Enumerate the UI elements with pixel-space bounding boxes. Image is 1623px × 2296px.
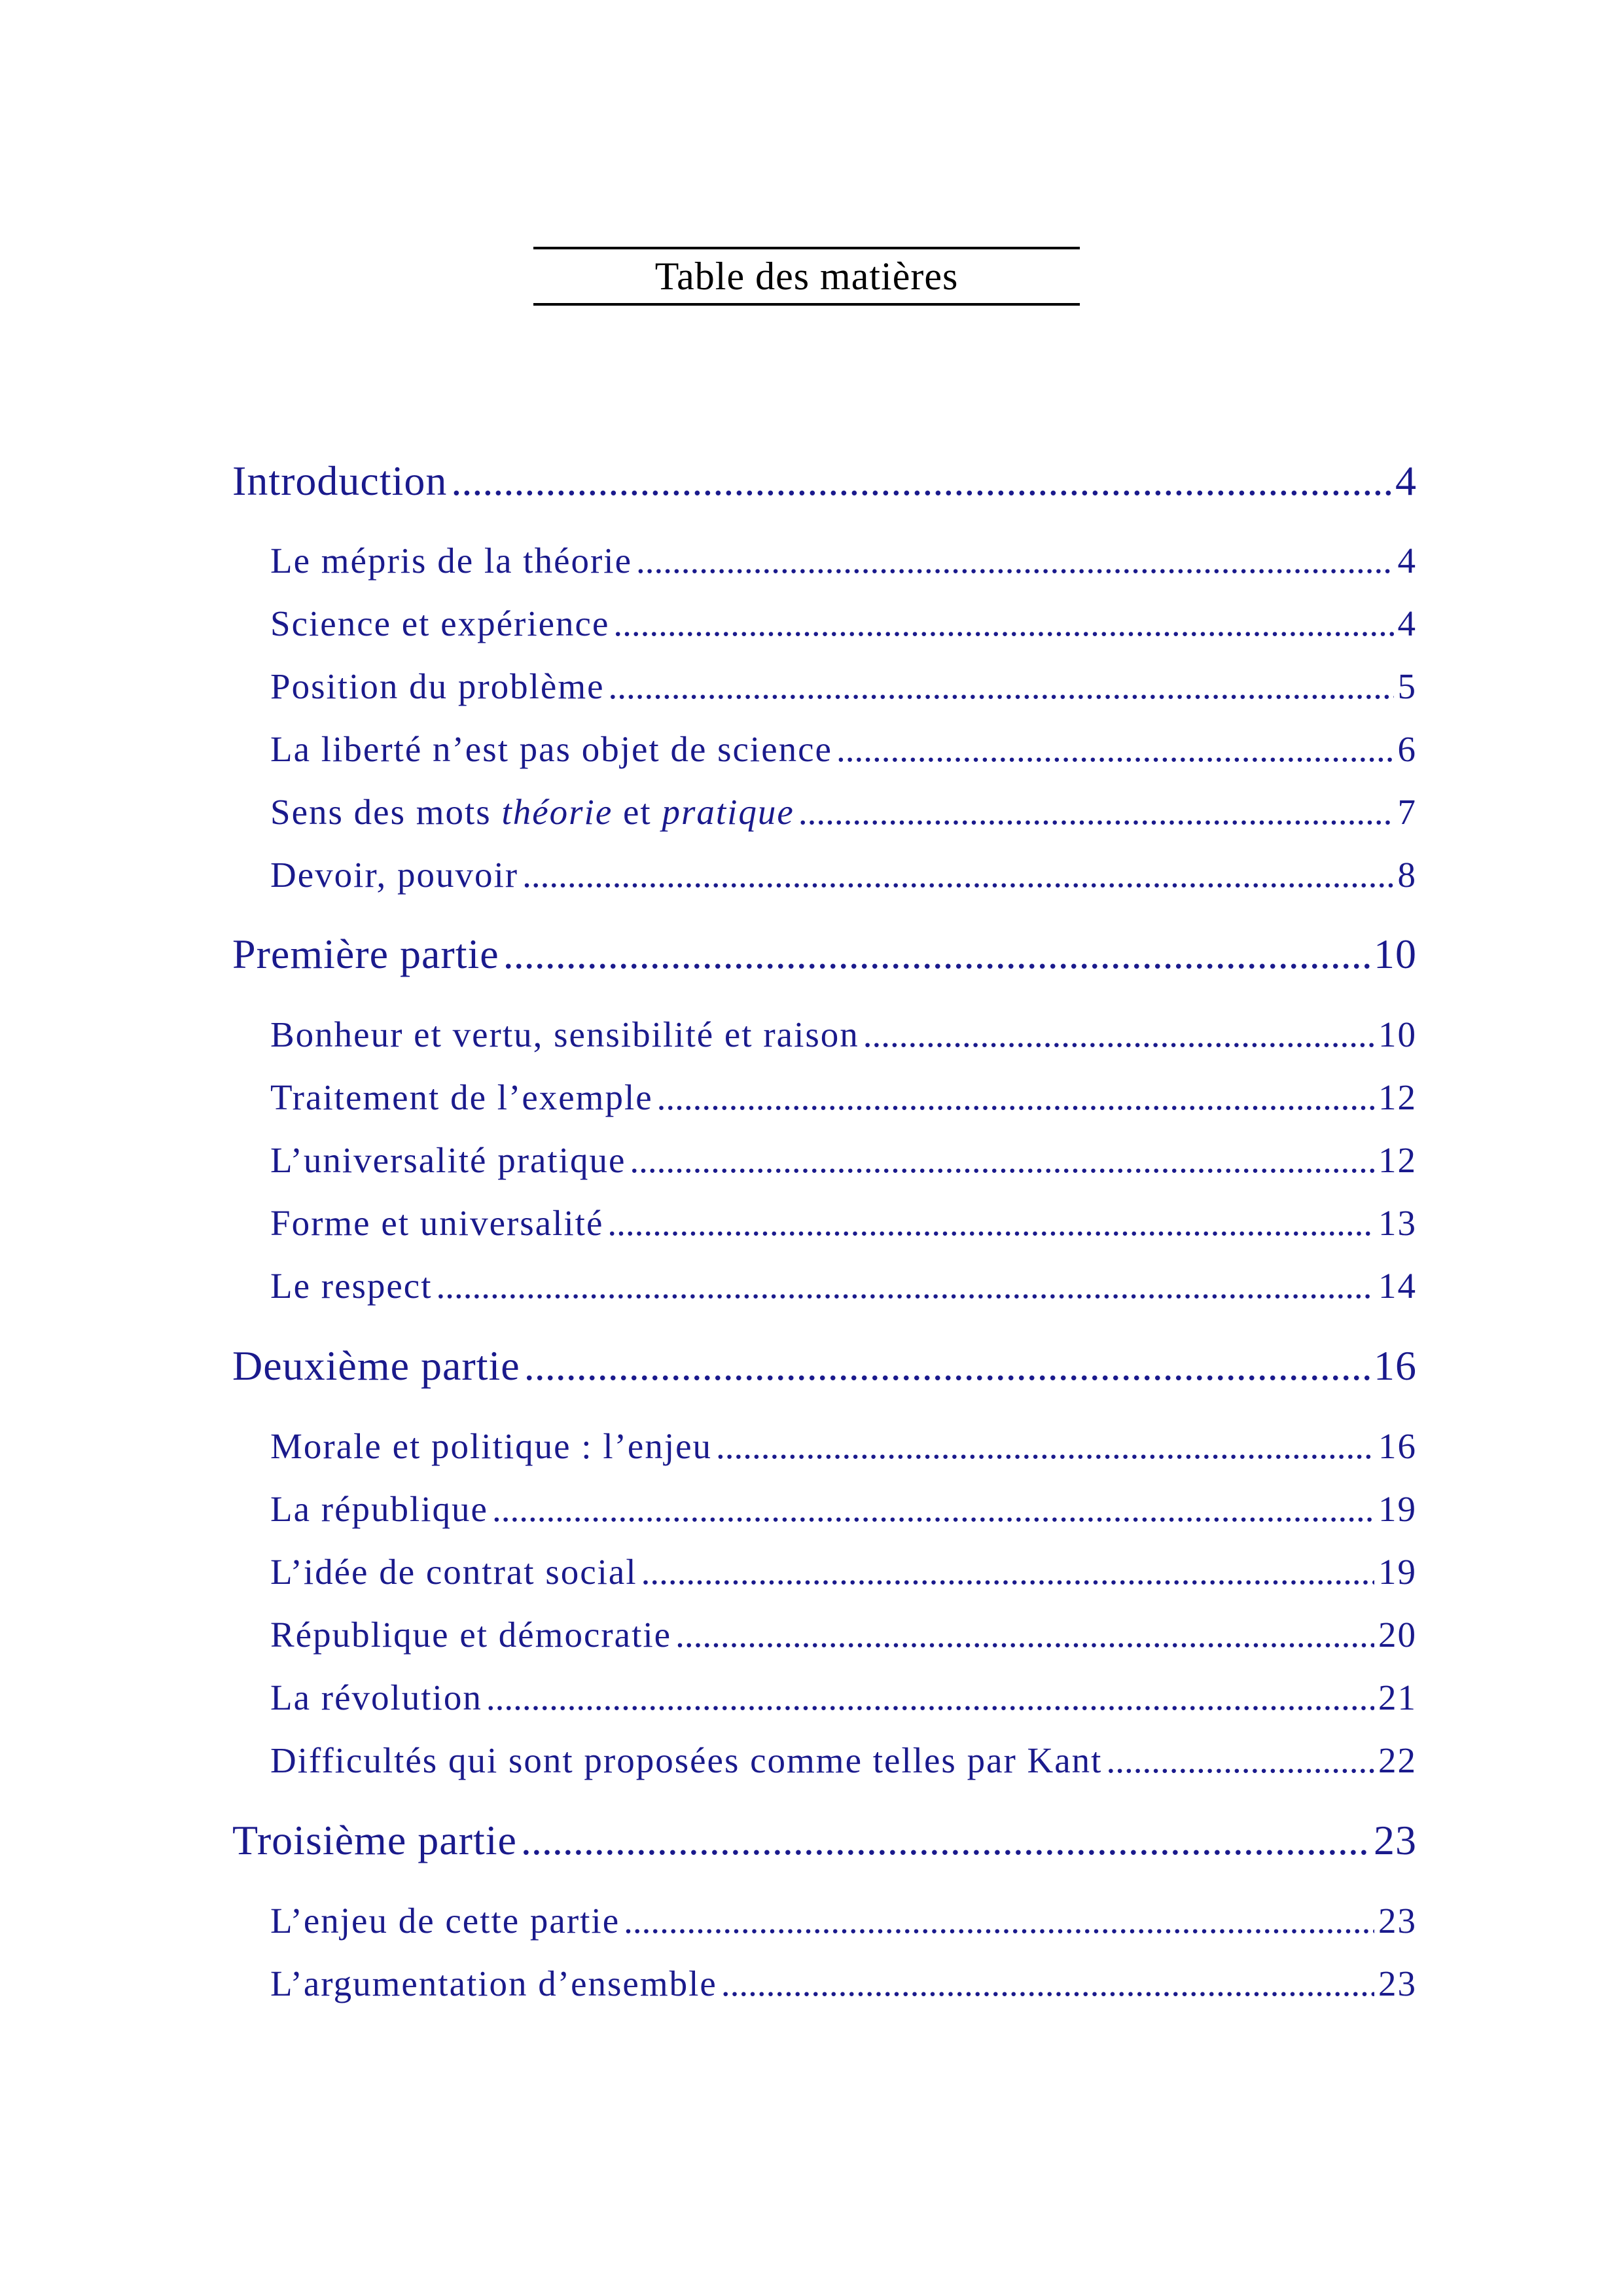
dot-leader bbox=[503, 930, 1370, 978]
toc-entry-argumentation-ensemble[interactable] bbox=[270, 1963, 1417, 2004]
dot-leader bbox=[609, 666, 1394, 707]
toc-entry-contrat-social[interactable] bbox=[270, 1551, 1417, 1592]
dot-leader bbox=[675, 1614, 1374, 1655]
dot-leader bbox=[798, 791, 1394, 833]
dot-leader bbox=[721, 1963, 1374, 2004]
toc-entry-label: L’argumentation d’ensemble bbox=[270, 1964, 717, 2003]
toc-entry-label: La révolution bbox=[270, 1677, 482, 1717]
dot-leader bbox=[641, 1551, 1374, 1592]
toc-entry-label: Morale et politique : l’enjeu bbox=[270, 1426, 713, 1466]
toc-entry-label: Traitement de l’exemple bbox=[270, 1077, 653, 1117]
toc-entry-page: 23 bbox=[1374, 1817, 1417, 1863]
toc-entry-page: 10 bbox=[1378, 1014, 1417, 1054]
dot-leader bbox=[451, 457, 1391, 505]
toc-entry-page: 8 bbox=[1397, 855, 1417, 895]
toc-entry-forme-universalite[interactable] bbox=[270, 1202, 1417, 1244]
toc-entry-sens-des-mots[interactable] bbox=[270, 791, 1417, 833]
dot-leader bbox=[630, 1139, 1374, 1181]
dot-leader bbox=[492, 1488, 1374, 1530]
toc-entry-page: 16 bbox=[1378, 1426, 1417, 1466]
label-part: Sens des mots bbox=[270, 792, 502, 832]
toc-entry-label: Le mépris de la théorie bbox=[270, 541, 633, 581]
toc-entry-revolution[interactable] bbox=[270, 1677, 1417, 1718]
dot-leader bbox=[521, 1816, 1370, 1865]
toc-entry-traitement-exemple[interactable] bbox=[270, 1077, 1417, 1118]
toc-entry-label: Position du problème bbox=[270, 666, 605, 706]
toc-entry-enjeu-partie[interactable] bbox=[270, 1900, 1417, 1941]
dot-leader bbox=[486, 1677, 1374, 1718]
toc-entry-page: 19 bbox=[1378, 1489, 1417, 1529]
toc-entry-page: 6 bbox=[1397, 729, 1417, 769]
toc-entry-label: L’idée de contrat social bbox=[270, 1552, 637, 1592]
toc-entry-label: Première partie bbox=[232, 931, 499, 977]
toc-entry-bonheur-vertu[interactable] bbox=[270, 1014, 1417, 1055]
toc-entry-page: 19 bbox=[1378, 1552, 1417, 1592]
dot-leader bbox=[836, 728, 1394, 770]
dot-leader bbox=[613, 603, 1393, 644]
toc-entry-respect[interactable] bbox=[270, 1265, 1417, 1306]
toc-entry-label: Forme et universalité bbox=[270, 1203, 604, 1243]
toc-entry-label: Troisième partie bbox=[232, 1817, 517, 1863]
toc-entry-label: La république bbox=[270, 1489, 488, 1529]
dot-leader bbox=[1106, 1740, 1374, 1781]
dot-leader bbox=[524, 1342, 1370, 1390]
toc-entry-page: 5 bbox=[1397, 666, 1417, 706]
toc-entry-page: 23 bbox=[1378, 1901, 1417, 1941]
toc-entry-page: 16 bbox=[1374, 1342, 1417, 1389]
toc-entry-page: 4 bbox=[1397, 541, 1417, 581]
toc-entry-universalite-pratique[interactable] bbox=[270, 1139, 1417, 1181]
toc-entry-page: 20 bbox=[1378, 1615, 1417, 1655]
toc-entry-difficultes-kant[interactable] bbox=[270, 1740, 1417, 1781]
toc-entry-page: 12 bbox=[1378, 1140, 1417, 1180]
toc-entry-introduction[interactable] bbox=[232, 457, 1417, 505]
toc-entry-page: 7 bbox=[1397, 792, 1417, 832]
toc-entry-page: 14 bbox=[1378, 1266, 1417, 1306]
toc-entry-page: 13 bbox=[1378, 1203, 1417, 1243]
label-part: et bbox=[613, 792, 662, 832]
toc-entry-premiere-partie[interactable] bbox=[232, 930, 1417, 978]
toc-entry-label: L’enjeu de cette partie bbox=[270, 1901, 620, 1941]
toc-entry-page: 21 bbox=[1378, 1677, 1417, 1717]
toc-entry-page: 23 bbox=[1378, 1964, 1417, 2003]
dot-leader bbox=[624, 1900, 1374, 1941]
toc-entry-label: Difficultés qui sont proposées comme telles par Kant bbox=[270, 1740, 1103, 1780]
toc-entry-liberte-science[interactable] bbox=[270, 728, 1417, 770]
toc-entry-morale-politique[interactable] bbox=[270, 1426, 1417, 1467]
toc-entry-label: L’universalité pratique bbox=[270, 1140, 626, 1180]
toc-entry-label: La liberté n’est pas objet de science bbox=[270, 729, 832, 769]
toc-entry-page: 4 bbox=[1395, 457, 1417, 504]
dot-leader bbox=[607, 1202, 1374, 1244]
dot-leader bbox=[437, 1265, 1375, 1306]
toc-entry-devoir-pouvoir[interactable] bbox=[270, 854, 1417, 895]
toc-entry-troisieme-partie[interactable] bbox=[232, 1816, 1417, 1865]
label-part-italic: théorie bbox=[501, 792, 613, 832]
toc-entry-label: Deuxième partie bbox=[232, 1342, 520, 1389]
toc-entry-label bbox=[270, 791, 794, 833]
toc-entry-label: République et démocratie bbox=[270, 1615, 672, 1655]
label-part-italic: pratique bbox=[662, 792, 794, 832]
toc-entry-label: Le respect bbox=[270, 1266, 433, 1306]
toc-entry-label: Bonheur et vertu, sensibilité et raison bbox=[270, 1014, 859, 1054]
toc-entry-page: 4 bbox=[1397, 603, 1417, 643]
toc-entry-position-probleme[interactable] bbox=[270, 666, 1417, 707]
toc-entry-science-experience[interactable] bbox=[270, 603, 1417, 644]
toc-entry-page: 12 bbox=[1378, 1077, 1417, 1117]
dot-leader bbox=[636, 540, 1393, 581]
dot-leader bbox=[657, 1077, 1374, 1118]
toc-entry-label: Science et expérience bbox=[270, 603, 610, 643]
toc-entry-republique[interactable] bbox=[270, 1488, 1417, 1530]
page-title: Table des matières bbox=[654, 255, 959, 298]
dot-leader bbox=[716, 1426, 1374, 1467]
dot-leader bbox=[522, 854, 1393, 895]
toc-entry-deuxieme-partie[interactable] bbox=[232, 1342, 1417, 1390]
toc-entry-page: 22 bbox=[1378, 1740, 1417, 1780]
toc-entry-mepris-theorie[interactable] bbox=[270, 540, 1417, 581]
toc-entry-page: 10 bbox=[1374, 931, 1417, 977]
dot-leader bbox=[863, 1014, 1374, 1055]
toc-entry-label: Devoir, pouvoir bbox=[270, 855, 519, 895]
toc-entry-label: Introduction bbox=[232, 457, 448, 504]
toc-entry-republique-democratie[interactable] bbox=[270, 1614, 1417, 1655]
